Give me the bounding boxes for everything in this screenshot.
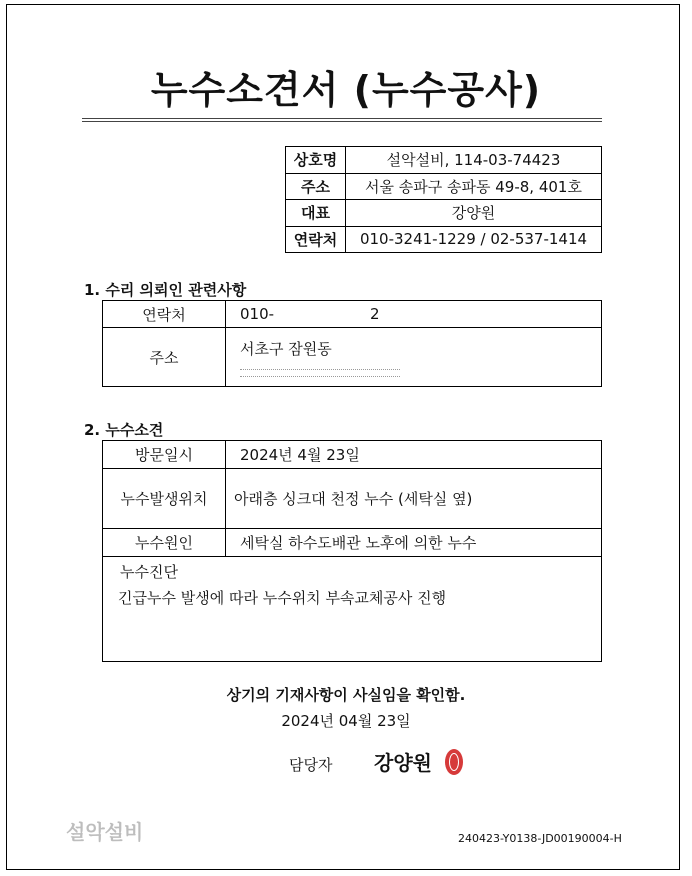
title-underline-second xyxy=(82,121,602,122)
client-address-row xyxy=(103,328,602,387)
client-contact-suffix: 2 xyxy=(370,305,380,323)
document-title: 누수소견서 (누수공사) xyxy=(150,68,542,112)
client-address-line1: 서초구 잠원동 xyxy=(240,339,332,358)
visit-value: 2024년 4월 23일 xyxy=(226,441,602,469)
confirm-date: 2024년 04월 23일 xyxy=(281,712,411,730)
confirm-statement: 상기의 기재사항이 사실임을 확인함. xyxy=(226,686,466,704)
section1-heading: 1. 수리 의뢰인 관련사항 xyxy=(84,281,247,299)
diagnosis-cell xyxy=(103,557,602,662)
location-value: 아래층 싱크대 천정 누수 (세탁실 옆) xyxy=(226,469,602,529)
diagnosis-label: 누수진단 xyxy=(120,563,178,581)
client-contact-label: 연락처 xyxy=(103,301,226,328)
business-address-value: 서울 송파구 송파동 49-8, 401호 xyxy=(346,173,602,200)
business-row-address xyxy=(286,173,602,200)
section2-heading: 2. 누수소견 xyxy=(84,421,164,439)
client-contact-value xyxy=(226,301,602,328)
client-address-value xyxy=(226,328,602,387)
title-underline xyxy=(82,118,602,119)
business-row-name xyxy=(286,147,602,174)
location-label: 누수발생위치 xyxy=(103,469,226,529)
client-contact-row xyxy=(103,301,602,328)
client-contact-prefix: 010- xyxy=(240,305,275,323)
redacted-address-line2 xyxy=(240,369,400,377)
manager-name: 강양원 xyxy=(374,751,432,775)
company-watermark: 설악설비 xyxy=(66,820,144,844)
business-row-representative xyxy=(286,200,602,227)
business-contact-label: 연락처 xyxy=(286,226,346,253)
client-address-label: 주소 xyxy=(103,328,226,387)
cause-value: 세탁실 하수도배관 노후에 의한 누수 xyxy=(226,529,602,557)
business-info-table xyxy=(285,146,602,253)
location-row xyxy=(103,469,602,529)
leak-diagnosis-table xyxy=(102,440,602,662)
diagnosis-value: 긴급누수 발생에 따라 누수위치 부속교체공사 진행 xyxy=(118,589,447,607)
cause-row xyxy=(103,529,602,557)
cause-label: 누수원인 xyxy=(103,529,226,557)
manager-label: 담당자 xyxy=(289,756,333,774)
business-representative-value: 강양원 xyxy=(346,200,602,227)
business-name-label: 상호명 xyxy=(286,147,346,174)
business-name-value: 설악설비, 114-03-74423 xyxy=(346,147,602,174)
diagnosis-row xyxy=(103,557,602,662)
business-row-contact xyxy=(286,226,602,253)
seal-stamp-icon xyxy=(445,749,463,775)
client-info-table xyxy=(102,300,602,387)
document-id: 240423-Y0138-JD00190004-H xyxy=(458,832,622,845)
business-address-label: 주소 xyxy=(286,173,346,200)
business-contact-value: 010-3241-1229 / 02-537-1414 xyxy=(346,226,602,253)
visit-row xyxy=(103,441,602,469)
business-representative-label: 대표 xyxy=(286,200,346,227)
visit-label: 방문일시 xyxy=(103,441,226,469)
